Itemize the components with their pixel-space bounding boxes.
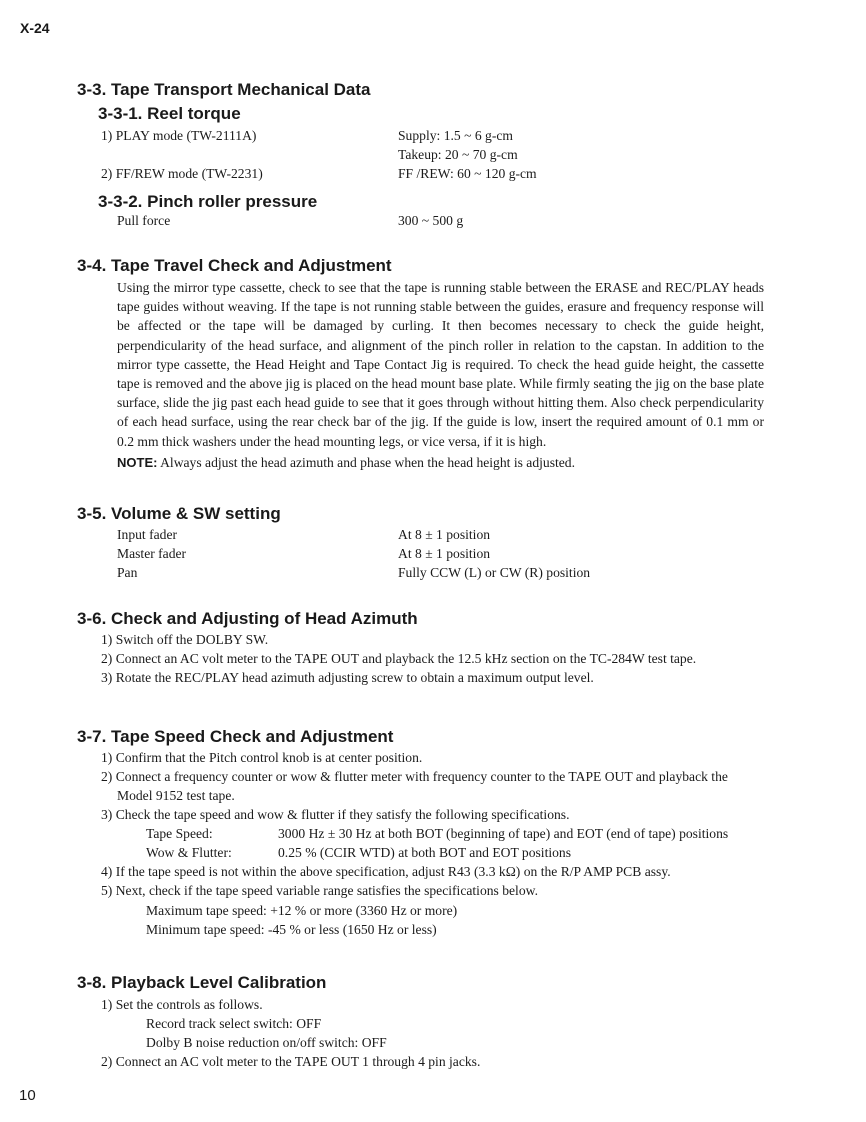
calibration-step-1: 1) Set the controls as follows.	[101, 997, 263, 1012]
dolby-switch: Dolby B noise reduction on/off switch: OFF	[146, 1035, 387, 1050]
pull-force-label: Pull force	[117, 213, 171, 228]
calibration-step-2: 2) Connect an AC volt meter to the TAPE OUT 1 through 4 pin jacks.	[101, 1054, 481, 1069]
record-track-switch: Record track select switch: OFF	[146, 1016, 322, 1031]
play-mode-label: 1) PLAY mode (TW-2111A)	[101, 128, 257, 143]
section-3-3-1-heading: 3-3-1. Reel torque	[98, 104, 241, 123]
section-3-3-2-heading: 3-3-2. Pinch roller pressure	[98, 192, 318, 211]
tape-speed-spec-label: Tape Speed:	[146, 826, 213, 841]
speed-step-4: 4) If the tape speed is not within the above specification, adjust R43 (3.3 kΩ) on the R/P AMP PCB assy.	[101, 864, 671, 879]
section-3-8-heading: 3-8. Playback Level Calibration	[77, 973, 327, 992]
note-text: Always adjust the head azimuth and phase when the head height is adjusted.	[160, 455, 575, 470]
setting-value: At 8 ± 1 position	[398, 527, 491, 542]
speed-step-3: 3) Check the tape speed and wow & flutter if they satisfy the following specifications.	[101, 807, 570, 822]
setting-value: At 8 ± 1 position	[398, 546, 491, 561]
setting-label: Pan	[117, 565, 138, 580]
azimuth-step: 2) Connect an AC volt meter to the TAPE OUT and playback the 12.5 kHz section on the TC-284W test tape.	[101, 651, 697, 666]
ffrew-mode-label: 2) FF/REW mode (TW-2231)	[101, 166, 263, 181]
note-line	[117, 455, 575, 471]
azimuth-step: 3) Rotate the REC/PLAY head azimuth adjusting screw to obtain a maximum output level.	[101, 670, 594, 685]
ffrew-torque: FF /REW: 60 ~ 120 g-cm	[398, 166, 537, 181]
section-3-3-heading: 3-3. Tape Transport Mechanical Data	[77, 80, 371, 99]
speed-step-2-cont: Model 9152 test tape.	[117, 788, 235, 803]
section-3-4-heading: 3-4. Tape Travel Check and Adjustment	[77, 256, 392, 275]
setting-label: Input fader	[117, 527, 178, 542]
min-tape-speed: Minimum tape speed: -45 % or less (1650 Hz or less)	[146, 922, 437, 937]
speed-step-1: 1) Confirm that the Pitch control knob is at center position.	[101, 750, 423, 765]
azimuth-step: 1) Switch off the DOLBY SW.	[101, 632, 269, 647]
page-number: 10	[19, 1087, 36, 1104]
tape-travel-paragraph: Using the mirror type cassette, check to see that the tape is running stable between the ERASE and REC/PLAY heads tape guides without weaving. If the tape is not running stable between the guides, erasure and frequency response will be affected or the tape will be damaged by curling. It then becomes necessary to check the guide height, perpendicularity of the head surface, and alignment of the pinch roller in relation to the capstan. In addition to the mirror type cassette, the Head Height and Tape Contact Jig is required. To check the head guide height, the cassette tape is removed and the above jig is placed on the head mount base plate. While firmly seating the jig on the base plate surface, slide the jig past each head guide to see that it goes through without hitting them. Also check perpendicularity of each head surface, using the rear check bar of the jig. If the guide is low, insert the required amount of 0.1 mm or 0.2 mm thick washers under the head mounting legs, or vice versa, if it is high.	[117, 280, 764, 449]
setting-value: Fully CCW (L) or CW (R) position	[398, 565, 591, 580]
tape-speed-spec-value: 3000 Hz ± 30 Hz at both BOT (beginning of tape) and EOT (end of tape) positions	[278, 826, 729, 841]
note-label: NOTE:	[117, 455, 158, 470]
section-3-7-heading: 3-7. Tape Speed Check and Adjustment	[77, 727, 394, 746]
wow-flutter-spec-value: 0.25 % (CCIR WTD) at both BOT and EOT positions	[278, 845, 572, 860]
speed-step-2: 2) Connect a frequency counter or wow & flutter meter with frequency counter to the TAPE OUT and playback the	[101, 769, 728, 784]
speed-step-5: 5) Next, check if the tape speed variable range satisfies the specifications below.	[101, 883, 538, 898]
pull-force-value: 300 ~ 500 g	[398, 213, 464, 228]
page-label: X-24	[20, 20, 50, 36]
section-3-5-heading: 3-5. Volume & SW setting	[77, 504, 281, 523]
supply-torque: Supply: 1.5 ~ 6 g-cm	[398, 128, 513, 143]
setting-label: Master fader	[117, 546, 187, 561]
wow-flutter-spec-label: Wow & Flutter:	[146, 845, 232, 860]
max-tape-speed: Maximum tape speed: +12 % or more (3360 Hz or more)	[146, 903, 458, 918]
takeup-torque: Takeup: 20 ~ 70 g-cm	[398, 147, 518, 162]
section-3-6-heading: 3-6. Check and Adjusting of Head Azimuth	[77, 609, 418, 628]
